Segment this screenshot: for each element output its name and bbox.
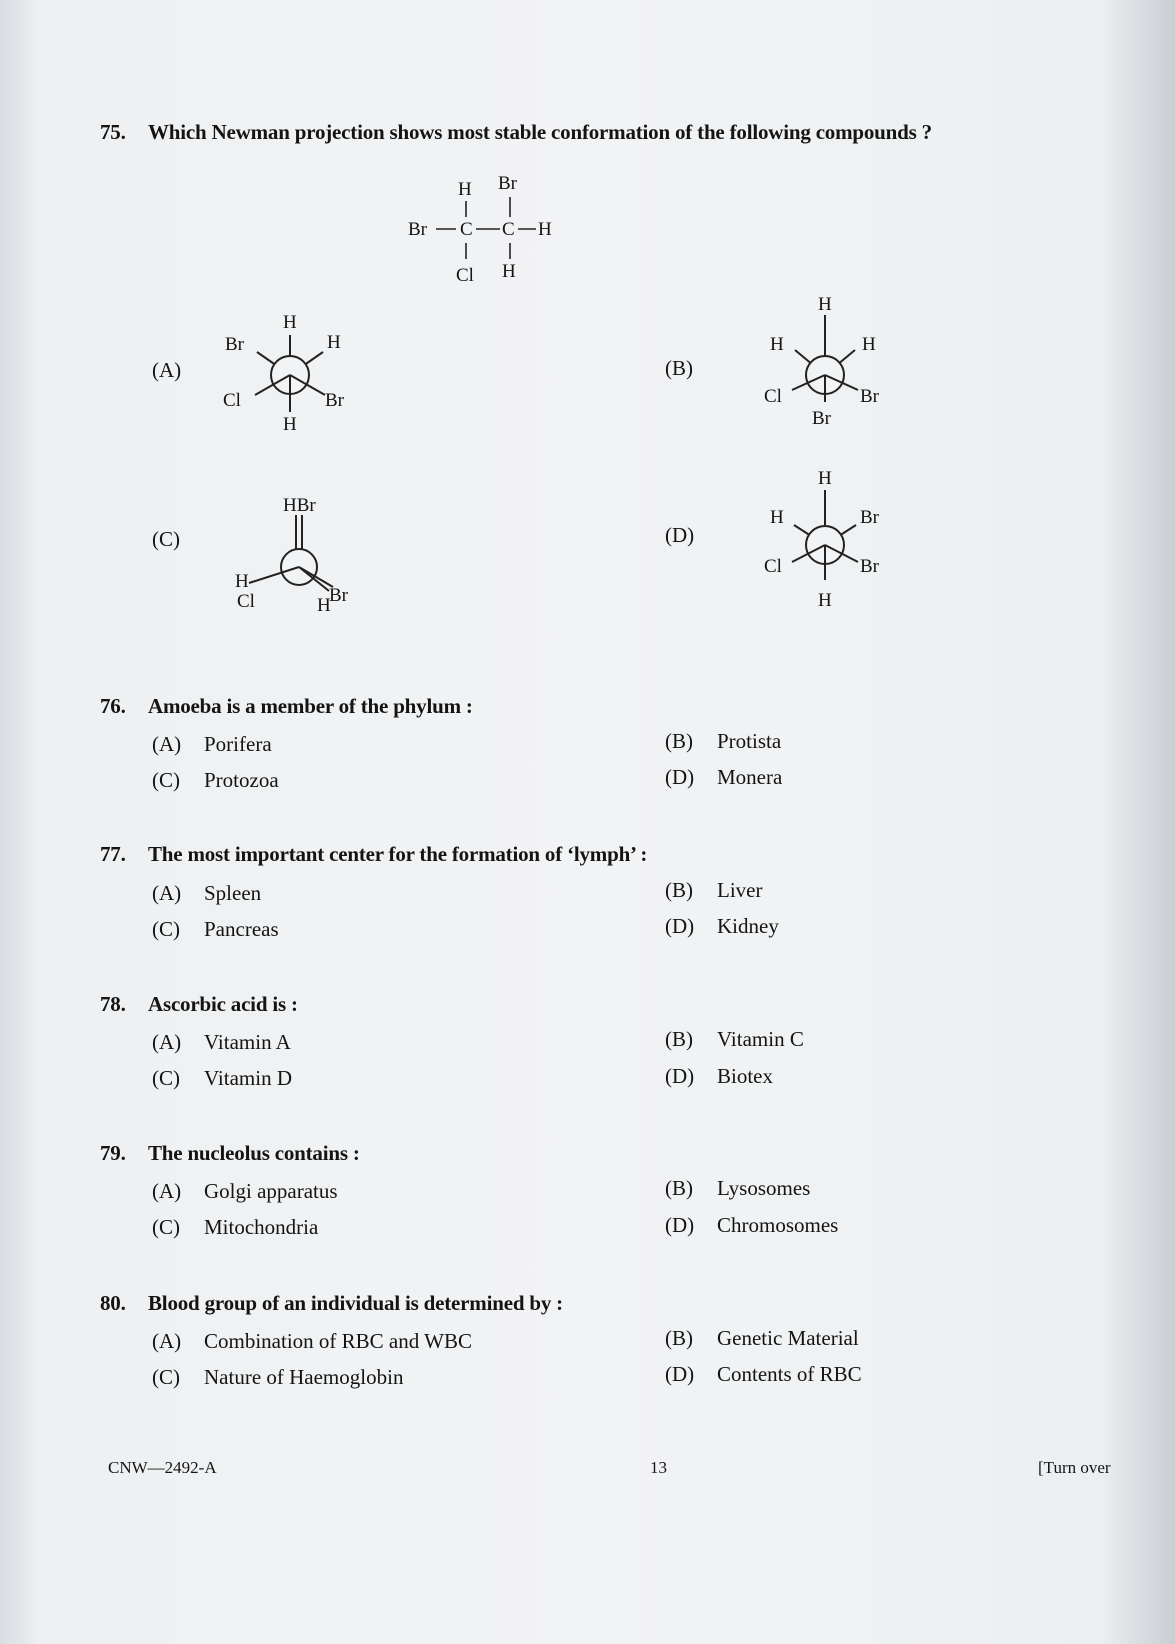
option-text: Genetic Material <box>717 1326 859 1350</box>
atom-bottom: H <box>818 590 832 611</box>
option-c: (C) Nature of Haemoglobin <box>152 1365 404 1389</box>
atom-lower-left: Cl <box>223 390 241 411</box>
atom-upper-right: H <box>327 332 341 353</box>
atom-left: H <box>235 571 249 592</box>
atom-upper-right: H <box>862 334 876 355</box>
atom-bottom: H <box>283 414 297 435</box>
show-through-text <box>1000 160 1005 182</box>
option-a-label: (A) <box>152 358 182 382</box>
question-text: Ascorbic acid is : <box>148 992 298 1016</box>
option-b: (B) Protista <box>665 729 782 753</box>
option-text: Pancreas <box>204 917 279 941</box>
newman-projection-c <box>225 495 375 625</box>
question-number: 75. <box>100 120 126 144</box>
option-b: (B) Genetic Material <box>665 1326 859 1350</box>
atom-upper-left: Br <box>225 334 244 355</box>
option-c: (C) Protozoa <box>152 768 279 792</box>
option-text: Vitamin A <box>204 1030 291 1054</box>
atom-lower-right: Br <box>329 585 348 606</box>
question-78 <box>100 992 298 1017</box>
option-d: (D) Contents of RBC <box>665 1362 862 1386</box>
atom-right: H <box>538 219 552 240</box>
question-80 <box>100 1291 563 1316</box>
option-a: (A) Spleen <box>152 881 262 905</box>
atom-c2: C <box>502 219 515 240</box>
option-text: Combination of RBC and WBC <box>204 1329 472 1353</box>
option-d: (D) Chromosomes <box>665 1213 839 1237</box>
option-b: (B) Vitamin C <box>665 1027 804 1051</box>
question-text: Blood group of an individual is determined by : <box>148 1291 563 1315</box>
option-d: (D) Kidney <box>665 914 779 938</box>
question-text: Amoeba is a member of the phylum : <box>148 694 473 718</box>
question-79 <box>100 1141 360 1166</box>
option-text: Kidney <box>717 914 779 938</box>
question-76 <box>100 694 473 719</box>
option-c-label: (C) <box>152 527 180 551</box>
atom-lower-left: Cl <box>237 591 255 612</box>
turn-over-note: [Turn over <box>1038 1458 1111 1477</box>
option-a: (A) Golgi apparatus <box>152 1179 338 1203</box>
option-text: Protozoa <box>204 768 279 792</box>
option-d: (D) Biotex <box>665 1064 773 1088</box>
question-number: 80. <box>100 1291 126 1315</box>
option-b: (B) Lysosomes <box>665 1176 811 1200</box>
newman-projection-a <box>215 300 365 450</box>
atom-bottom-left: Cl <box>456 265 474 286</box>
paper-code: CNW—2492-A <box>108 1458 217 1477</box>
atom-bottom: H <box>317 595 331 616</box>
option-text: Spleen <box>204 881 262 905</box>
option-text: Protista <box>717 729 782 753</box>
option-b-label: (B) <box>665 356 693 380</box>
option-text: Porifera <box>204 732 272 756</box>
structural-formula <box>400 165 600 305</box>
option-a: (A) Vitamin A <box>152 1030 291 1054</box>
option-text: Vitamin C <box>717 1027 804 1051</box>
atom-left: Br <box>408 219 427 240</box>
option-c: (C) Vitamin D <box>152 1066 292 1090</box>
atom-bottom: Br <box>812 408 831 429</box>
question-number: 78. <box>100 992 126 1016</box>
option-a: (A) Combination of RBC and WBC <box>152 1329 472 1353</box>
option-text: Lysosomes <box>717 1176 811 1200</box>
atom-upper-left: H <box>770 334 784 355</box>
option-text: Biotex <box>717 1064 773 1088</box>
atom-top: HBr <box>283 495 316 516</box>
atom-top-right: Br <box>498 173 517 194</box>
question-number: 76. <box>100 694 126 718</box>
option-c: (C) Pancreas <box>152 917 279 941</box>
atom-lower-left: Cl <box>764 386 782 407</box>
option-c: (C) Mitochondria <box>152 1215 319 1239</box>
atom-lower-right: Br <box>860 556 879 577</box>
atom-top: H <box>818 468 832 489</box>
atom-bottom-right: H <box>502 261 516 282</box>
atom-top: H <box>818 294 832 315</box>
question-75 <box>100 120 932 145</box>
newman-projection-b <box>750 290 900 440</box>
question-text: Which Newman projection shows most stable conformation of the following compounds ? <box>148 120 932 144</box>
option-d-label: (D) <box>665 523 695 547</box>
atom-top-left: H <box>458 179 472 200</box>
option-text: Golgi apparatus <box>204 1179 338 1203</box>
atom-c1: C <box>460 219 473 240</box>
option-a: (A) Porifera <box>152 732 272 756</box>
option-text: Liver <box>717 878 763 902</box>
option-text: Monera <box>717 765 783 789</box>
atom-lower-right: Br <box>860 386 879 407</box>
option-text: Vitamin D <box>204 1066 292 1090</box>
option-text: Nature of Haemoglobin <box>204 1365 404 1389</box>
option-text: Mitochondria <box>204 1215 319 1239</box>
atom-top: H <box>283 312 297 333</box>
option-text: Chromosomes <box>717 1213 839 1237</box>
question-number: 77. <box>100 842 126 866</box>
atom-lower-left: Cl <box>764 556 782 577</box>
question-text: The nucleolus contains : <box>148 1141 360 1165</box>
page-number: 13 <box>650 1458 667 1477</box>
option-b: (B) Liver <box>665 878 763 902</box>
atom-upper-right: Br <box>860 507 879 528</box>
option-d: (D) Monera <box>665 765 783 789</box>
question-number: 79. <box>100 1141 126 1165</box>
newman-projection-d <box>750 460 900 620</box>
question-77 <box>100 842 647 867</box>
atom-upper-left: H <box>770 507 784 528</box>
option-text: Contents of RBC <box>717 1362 862 1386</box>
atom-lower-right: Br <box>325 390 344 411</box>
question-text: The most important center for the formation of ‘lymph’ : <box>148 842 648 866</box>
